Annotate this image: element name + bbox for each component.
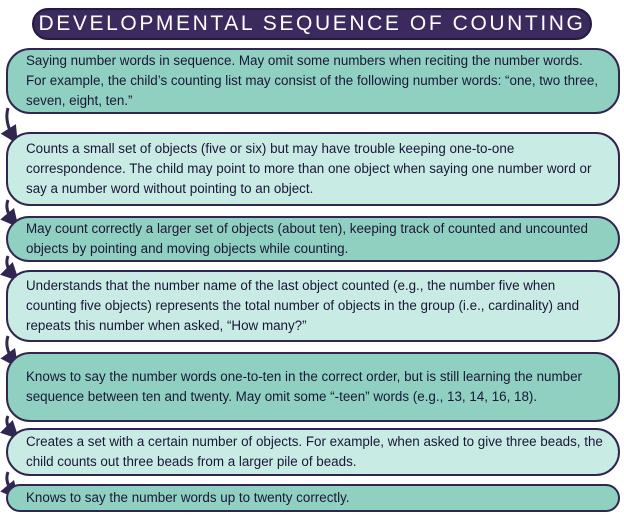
diagram-title: DEVELOPMENTAL SEQUENCE OF COUNTING — [38, 12, 586, 35]
step-2-box — [6, 132, 620, 206]
step-1-box — [6, 48, 620, 114]
step-5-box — [6, 352, 620, 422]
connector-arrow-3 — [7, 256, 14, 276]
connector-arrow-5 — [7, 416, 14, 434]
step-4-text: Understands that the number name of the last object counted (e.g., the number five when counting five objects) represents the total number of objects in the group (i.e., cardinality) and repeats this number when asked, “How many?” — [26, 278, 580, 333]
step-2-text: Counts a small set of objects (five or six) but may have trouble keeping one-to-one correspondence. The child may point to more than one object when saying one number word or say a number word without pointing to an object. — [26, 141, 592, 196]
step-7-text: Knows to say the number words up to twenty correctly. — [26, 490, 350, 505]
step-3-text: May count correctly a larger set of objects (about ten), keeping track of counted and uncounted objects by pointing and moving objects while counting. — [26, 221, 588, 256]
step-6-box — [6, 428, 620, 476]
step-6-text: Creates a set with a certain number of objects. For example, when asked to give three beads, the child counts out three beads from a larger pile of beads. — [26, 434, 603, 469]
step-7-box — [6, 484, 620, 512]
step-3-box — [6, 216, 620, 262]
connector-arrow-1 — [7, 108, 14, 138]
step-1-text: Saying number words in sequence. May omit some numbers when reciting the number words. For example, the child’s counting list may consist of the following number words: “one, two three, seven, eight, ten.” — [26, 53, 599, 108]
step-5-text: Knows to say the number words one-to-ten in the correct order, but is still learning the number sequence between ten and twenty. May omit some “-teen” words (e.g., 13, 14, 16, 18). — [26, 369, 582, 404]
connector-arrow-2 — [7, 200, 14, 222]
step-4-box — [6, 270, 620, 342]
